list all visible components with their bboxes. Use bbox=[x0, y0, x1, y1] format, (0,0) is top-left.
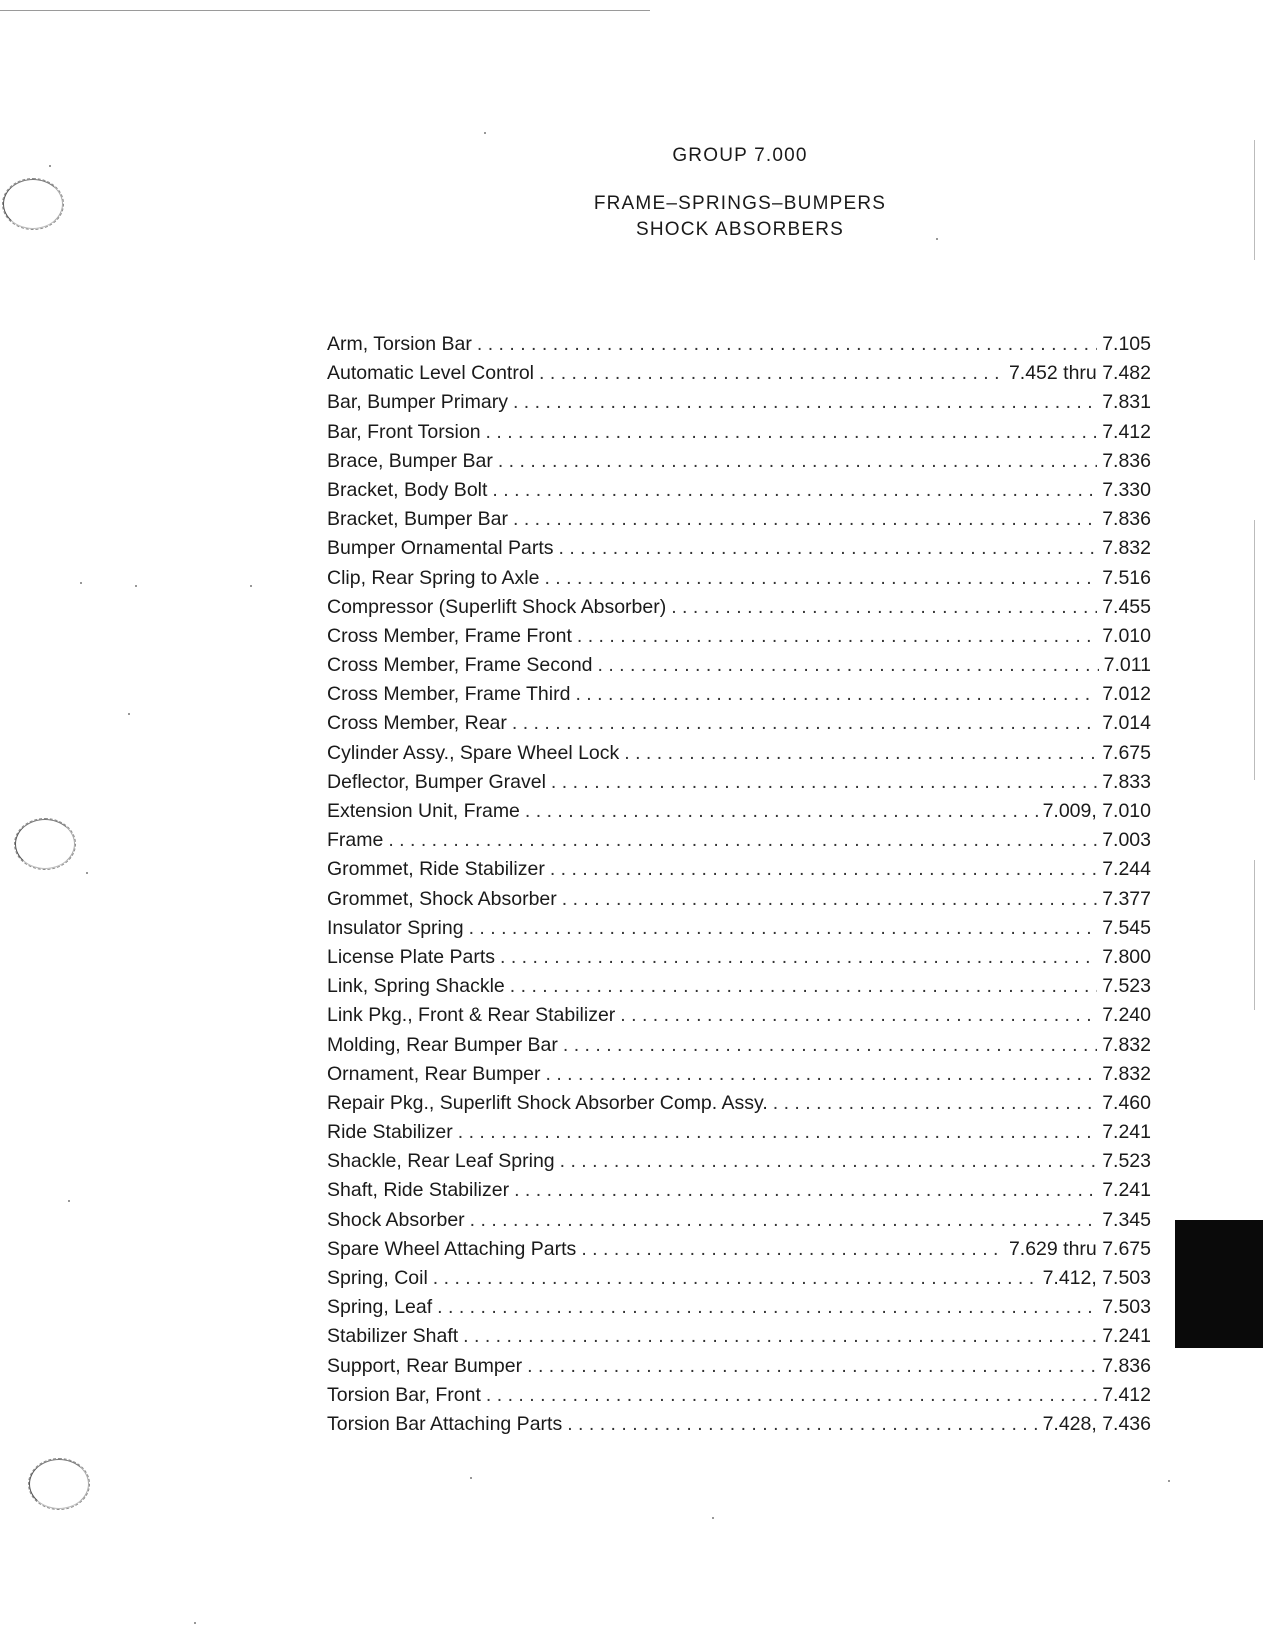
entry-page-ref: 7.832 bbox=[1102, 537, 1151, 560]
entry-label: Compressor (Superlift Shock Absorber) bbox=[327, 595, 667, 618]
scan-speck bbox=[86, 872, 88, 874]
entry-label: Arm, Torsion Bar bbox=[327, 333, 472, 355]
entry-label: Molding, Rear Bumper Bar bbox=[327, 1033, 558, 1056]
dot-leader bbox=[562, 888, 1097, 911]
entry-label: Cylinder Assy., Spare Wheel Lock bbox=[327, 741, 620, 764]
index-entry bbox=[327, 975, 1151, 1004]
entry-label: Extension Unit, Frame bbox=[327, 800, 520, 822]
punch-hole bbox=[28, 1458, 90, 1510]
index-entry bbox=[327, 683, 1151, 712]
scan-speck bbox=[80, 582, 82, 584]
entry-label: Frame bbox=[327, 829, 384, 852]
entry-page-ref: 7.241 bbox=[1102, 1121, 1151, 1144]
entry-page-ref: 7.377 bbox=[1102, 887, 1151, 910]
entry-label: Spring, Leaf bbox=[327, 1296, 433, 1319]
index-entry bbox=[327, 450, 1151, 479]
dot-leader bbox=[486, 1384, 1097, 1407]
entry-label: Ride Stabilizer bbox=[327, 1121, 453, 1144]
dot-leader bbox=[486, 421, 1098, 444]
index-entry bbox=[327, 391, 1151, 420]
entry-label: Cross Member, Rear bbox=[327, 712, 507, 735]
entry-page-ref: 7.503 bbox=[1102, 1296, 1151, 1319]
entry-page-ref: 7.545 bbox=[1102, 916, 1151, 939]
entry-page-ref: 7.831 bbox=[1102, 391, 1151, 414]
index-entry bbox=[327, 1296, 1151, 1325]
dot-leader bbox=[433, 1267, 1038, 1290]
entry-label: Stabilizer Shaft bbox=[327, 1325, 459, 1348]
scan-speck bbox=[712, 1517, 714, 1519]
entry-page-ref: 7.452 thru 7.482 bbox=[1008, 362, 1151, 385]
entry-label: Insulator Spring bbox=[327, 916, 464, 939]
section-thumb-tab bbox=[1175, 1220, 1263, 1348]
entry-label: License Plate Parts bbox=[327, 945, 496, 968]
section-title-line-2: SHOCK ABSORBERS bbox=[635, 219, 845, 240]
entry-page-ref: 7.012 bbox=[1102, 683, 1151, 706]
entry-page-ref: 7.105 bbox=[1102, 333, 1151, 355]
entry-label: Torsion Bar, Front bbox=[327, 1383, 481, 1406]
entry-page-ref: 7.241 bbox=[1102, 1179, 1151, 1202]
index-entry bbox=[327, 1121, 1151, 1150]
dot-leader bbox=[567, 1413, 1037, 1436]
dot-leader bbox=[598, 654, 1099, 677]
index-entry bbox=[327, 479, 1151, 508]
index-entry bbox=[327, 888, 1151, 917]
scan-speck bbox=[1168, 1480, 1170, 1482]
entry-label: Ornament, Rear Bumper bbox=[327, 1062, 541, 1085]
dot-leader bbox=[575, 683, 1097, 706]
entry-page-ref: 7.675 bbox=[1102, 741, 1151, 764]
scan-speck bbox=[128, 713, 130, 715]
index-entry bbox=[327, 917, 1151, 946]
index-entry bbox=[327, 1267, 1151, 1296]
entry-page-ref: 7.009, 7.010 bbox=[1042, 800, 1151, 822]
entry-label: Cross Member, Frame Third bbox=[327, 683, 571, 706]
entry-page-ref: 7.412 bbox=[1102, 1383, 1151, 1406]
entry-label: Torsion Bar Attaching Parts bbox=[327, 1412, 563, 1435]
entry-label: Link Pkg., Front & Rear Stabilizer bbox=[327, 1004, 616, 1027]
index-entry bbox=[327, 596, 1151, 625]
entry-label: Bracket, Body Bolt bbox=[327, 478, 488, 501]
entry-page-ref: 7.428, 7.436 bbox=[1042, 1412, 1151, 1435]
dot-leader bbox=[560, 1150, 1098, 1173]
scan-speck bbox=[49, 165, 51, 167]
group-title: GROUP 7.000 bbox=[672, 145, 808, 166]
entry-page-ref: 7.003 bbox=[1102, 829, 1151, 852]
dot-leader bbox=[525, 800, 1038, 823]
index-entry bbox=[327, 712, 1151, 741]
entry-page-ref: 7.800 bbox=[1102, 945, 1151, 968]
index-entry bbox=[327, 829, 1151, 858]
index-entry bbox=[327, 421, 1151, 450]
entry-label: Cross Member, Frame Front bbox=[327, 624, 572, 647]
index-entry bbox=[327, 1384, 1151, 1413]
dot-leader bbox=[477, 333, 1097, 356]
dot-leader bbox=[500, 946, 1097, 969]
index-entry bbox=[327, 800, 1151, 829]
dot-leader bbox=[620, 1004, 1097, 1027]
index-entry bbox=[327, 625, 1151, 654]
entry-page-ref: 7.832 bbox=[1102, 1033, 1151, 1056]
punch-hole bbox=[2, 178, 64, 230]
entry-label: Clip, Rear Spring to Axle bbox=[327, 566, 540, 589]
dot-leader bbox=[469, 917, 1098, 940]
index-entry bbox=[327, 1209, 1151, 1238]
scan-speck bbox=[194, 1622, 196, 1624]
dot-leader bbox=[559, 537, 1098, 560]
dot-leader bbox=[577, 625, 1097, 648]
dot-leader bbox=[388, 829, 1097, 852]
index-entry bbox=[327, 654, 1151, 683]
scan-edge-line bbox=[1254, 520, 1255, 780]
entry-label: Support, Rear Bumper bbox=[327, 1354, 523, 1377]
entry-page-ref: 7.240 bbox=[1102, 1004, 1151, 1027]
index-entry bbox=[327, 567, 1151, 596]
scan-top-rule bbox=[0, 10, 650, 11]
entry-label: Bracket, Bumper Bar bbox=[327, 508, 508, 531]
index-entry bbox=[327, 1092, 1151, 1121]
entry-page-ref: 7.836 bbox=[1102, 1354, 1151, 1377]
scan-edge-line bbox=[1254, 140, 1255, 260]
scan-speck bbox=[68, 1200, 70, 1202]
dot-leader bbox=[544, 567, 1097, 590]
entry-page-ref: 7.629 thru 7.675 bbox=[1008, 1237, 1151, 1260]
entry-page-ref: 7.836 bbox=[1102, 508, 1151, 531]
dot-leader bbox=[437, 1296, 1097, 1319]
dot-leader bbox=[563, 1034, 1097, 1057]
index-entry bbox=[327, 1034, 1151, 1063]
dot-leader bbox=[512, 712, 1097, 735]
punch-hole bbox=[14, 818, 76, 870]
entry-label: Repair Pkg., Superlift Shock Absorber Comp. Assy. bbox=[327, 1091, 768, 1114]
index-entry bbox=[327, 742, 1151, 771]
dot-leader bbox=[546, 1063, 1098, 1086]
scan-speck bbox=[135, 585, 137, 587]
dot-leader bbox=[514, 1179, 1097, 1202]
index-entry bbox=[327, 1355, 1151, 1384]
index-entry bbox=[327, 946, 1151, 975]
index-entry bbox=[327, 333, 1151, 362]
entry-page-ref: 7.523 bbox=[1102, 1150, 1151, 1173]
dot-leader bbox=[527, 1355, 1097, 1378]
entry-label: Deflector, Bumper Gravel bbox=[327, 770, 546, 793]
index-entry bbox=[327, 537, 1151, 566]
dot-leader bbox=[581, 1238, 1004, 1261]
index-entry bbox=[327, 1238, 1151, 1267]
entry-label: Link, Spring Shackle bbox=[327, 975, 505, 998]
page-header bbox=[560, 143, 920, 243]
entry-page-ref: 7.516 bbox=[1102, 566, 1151, 589]
entry-label: Bar, Bumper Primary bbox=[327, 391, 508, 414]
entry-page-ref: 7.523 bbox=[1102, 975, 1151, 998]
entry-label: Spare Wheel Attaching Parts bbox=[327, 1237, 577, 1260]
entry-page-ref: 7.836 bbox=[1102, 449, 1151, 472]
index-entry bbox=[327, 362, 1151, 391]
entry-page-ref: 7.412 bbox=[1102, 420, 1151, 443]
dot-leader bbox=[492, 479, 1097, 502]
scan-speck bbox=[936, 238, 938, 240]
index-entry bbox=[327, 1004, 1151, 1033]
scan-speck bbox=[250, 585, 252, 587]
index-entry bbox=[327, 508, 1151, 537]
entry-label: Brace, Bumper Bar bbox=[327, 449, 493, 472]
entry-label: Cross Member, Frame Second bbox=[327, 654, 593, 677]
entry-label: Bar, Front Torsion bbox=[327, 420, 481, 443]
dot-leader bbox=[671, 596, 1097, 619]
scan-speck bbox=[470, 1477, 472, 1479]
index-entry bbox=[327, 1179, 1151, 1208]
entry-page-ref: 7.014 bbox=[1102, 712, 1151, 735]
scan-speck bbox=[484, 132, 486, 134]
entry-page-ref: 7.010 bbox=[1102, 624, 1151, 647]
entry-page-ref: 7.412, 7.503 bbox=[1042, 1267, 1151, 1289]
dot-leader bbox=[513, 508, 1097, 531]
entry-page-ref: 7.455 bbox=[1102, 595, 1151, 618]
entry-label: Spring, Coil bbox=[327, 1267, 428, 1289]
entry-label: Grommet, Ride Stabilizer bbox=[327, 858, 545, 881]
dot-leader bbox=[498, 450, 1097, 473]
entry-page-ref: 7.011 bbox=[1103, 654, 1151, 677]
index-entry bbox=[327, 1063, 1151, 1092]
index-entry bbox=[327, 1413, 1151, 1442]
entry-label: Shaft, Ride Stabilizer bbox=[327, 1179, 510, 1202]
entry-label: Bumper Ornamental Parts bbox=[327, 537, 554, 560]
dot-leader bbox=[510, 975, 1097, 998]
entry-page-ref: 7.244 bbox=[1102, 858, 1151, 881]
dot-leader bbox=[470, 1209, 1098, 1232]
dot-leader bbox=[550, 858, 1097, 881]
entry-page-ref: 7.330 bbox=[1102, 478, 1151, 501]
entry-label: Automatic Level Control bbox=[327, 362, 535, 385]
dot-leader bbox=[458, 1121, 1097, 1144]
index-entry bbox=[327, 1325, 1151, 1354]
entry-page-ref: 7.833 bbox=[1102, 770, 1151, 793]
dot-leader bbox=[773, 1092, 1097, 1115]
dot-leader bbox=[624, 742, 1097, 765]
dot-leader bbox=[513, 391, 1097, 414]
entry-label: Shock Absorber bbox=[327, 1208, 465, 1231]
parts-index-list bbox=[327, 333, 1151, 1442]
dot-leader bbox=[539, 362, 1004, 385]
section-title-line-1: FRAME–SPRINGS–BUMPERS bbox=[593, 193, 887, 214]
index-entry bbox=[327, 1150, 1151, 1179]
entry-page-ref: 7.241 bbox=[1102, 1325, 1151, 1348]
dot-leader bbox=[551, 771, 1097, 794]
index-entry bbox=[327, 771, 1151, 800]
scan-edge-line bbox=[1254, 860, 1255, 1010]
entry-page-ref: 7.460 bbox=[1102, 1091, 1151, 1114]
dot-leader bbox=[463, 1325, 1097, 1348]
entry-label: Grommet, Shock Absorber bbox=[327, 887, 557, 910]
index-entry bbox=[327, 858, 1151, 887]
entry-label: Shackle, Rear Leaf Spring bbox=[327, 1150, 555, 1173]
entry-page-ref: 7.345 bbox=[1102, 1208, 1151, 1231]
entry-page-ref: 7.832 bbox=[1102, 1062, 1151, 1085]
